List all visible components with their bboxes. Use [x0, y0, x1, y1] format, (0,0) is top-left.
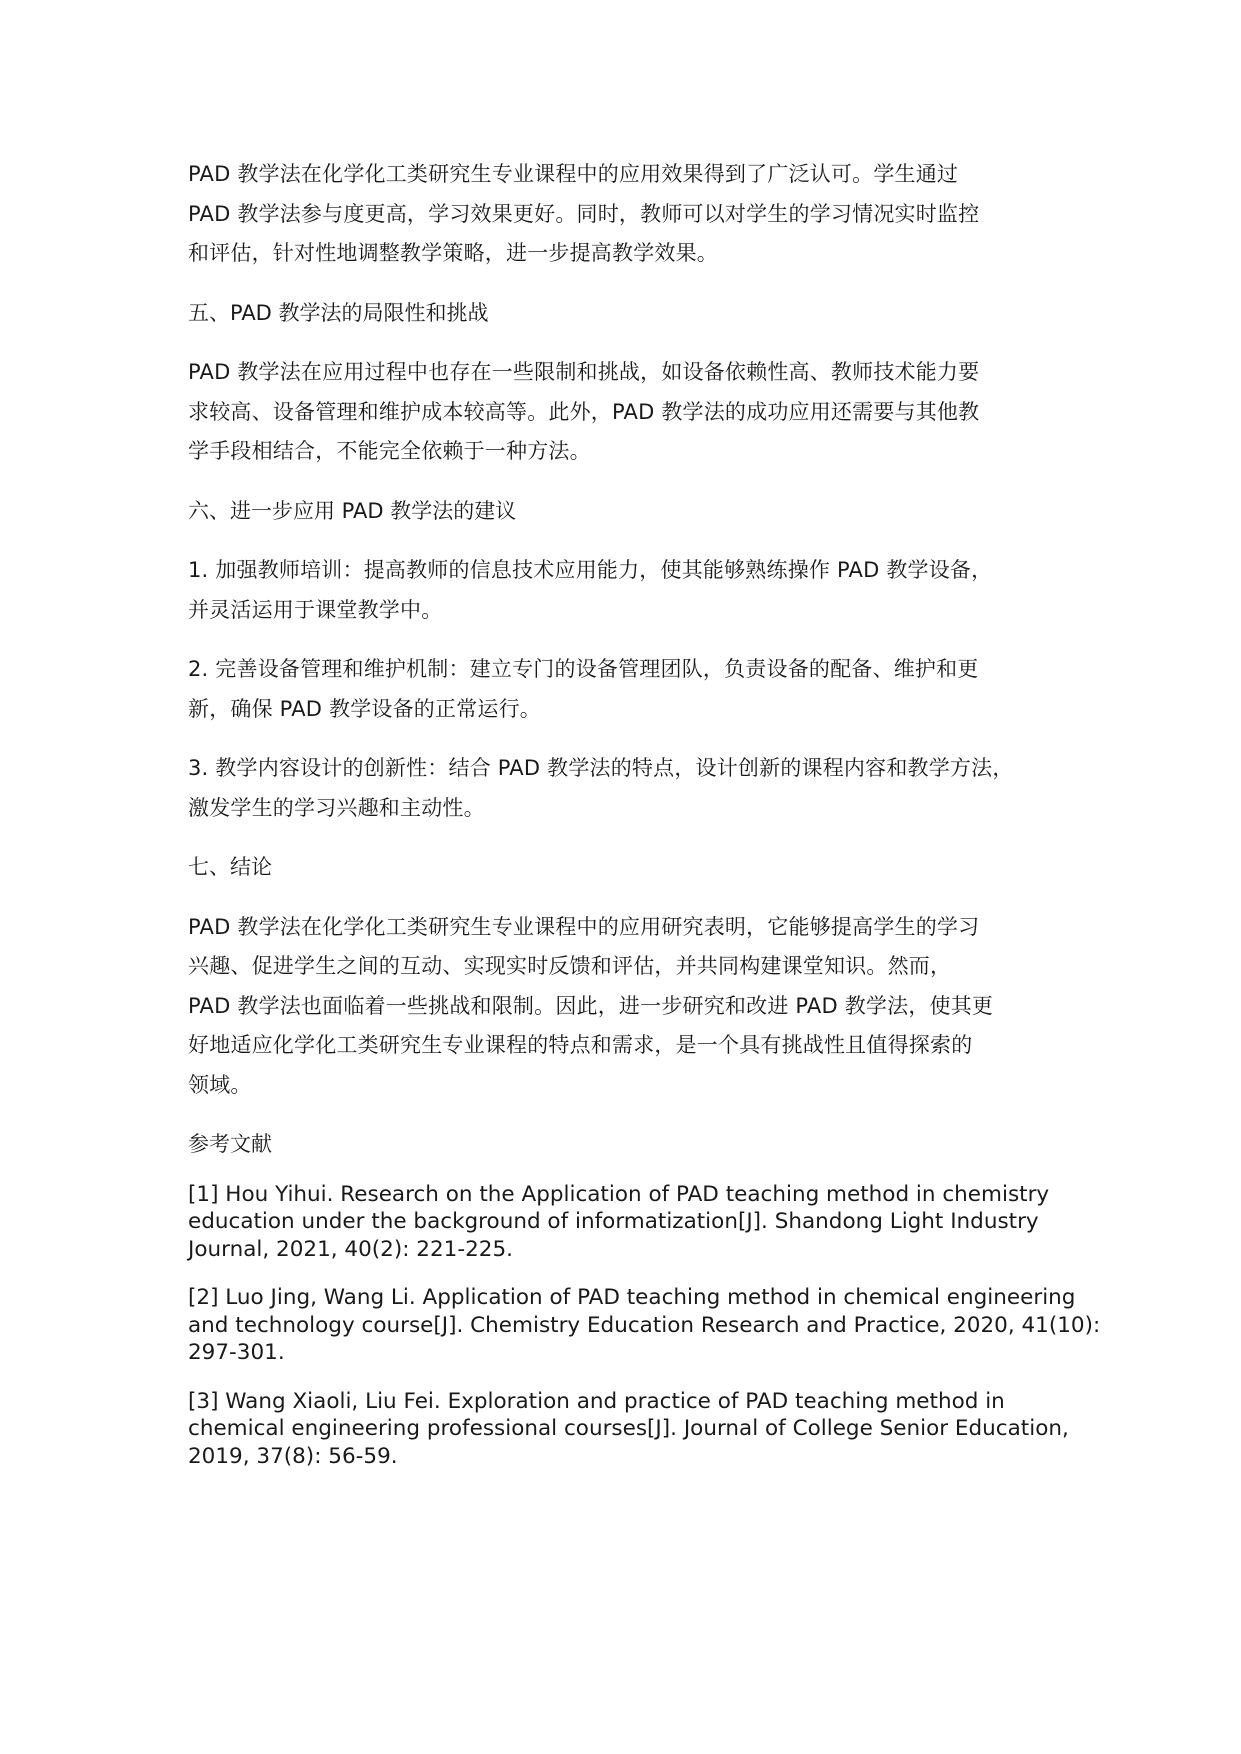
- text-line: 3. 教学内容设计的创新性：结合 PAD 教学法的特点，设计创新的课程内容和教学方法，: [188, 756, 1014, 780]
- text-line: education under the background of informatization[J]. Shandong Light Industry: [188, 1209, 1039, 1234]
- section-heading-suggestions: [188, 492, 1088, 532]
- text-line: [1] Hou Yihui. Research on the Application of PAD teaching method in chemistry: [188, 1181, 1050, 1207]
- section-heading-conclusion: [188, 848, 1088, 888]
- heading-text: 参考文献: [188, 1132, 272, 1156]
- suggestion-item-3: [188, 749, 1088, 828]
- text-line: 和评估，针对性地调整教学策略，进一步提高教学效果。: [188, 241, 718, 265]
- text-line: PAD 教学法在化学化工类研究生专业课程中的应用效果得到了广泛认可。学生通过: [188, 162, 959, 186]
- text-line: 激发学生的学习兴趣和主动性。: [188, 795, 485, 820]
- paragraph-application-effect: [188, 155, 1088, 274]
- text-line: 2. 完善设备管理和维护机制：建立专门的设备管理团队，负责设备的配备、维护和更: [188, 657, 979, 681]
- paragraph-conclusion: [188, 908, 1088, 1106]
- suggestion-item-1: [188, 551, 1088, 630]
- text-line: 领域。: [188, 1072, 252, 1097]
- section-heading-limitations: [188, 294, 1088, 334]
- text-line: chemical engineering professional courses[J]. Journal of College Senior Education,: [188, 1416, 1069, 1441]
- reference-item-3: [188, 1388, 1088, 1471]
- reference-item-2: [188, 1284, 1101, 1367]
- reference-item-1: [188, 1181, 1088, 1264]
- text-line: 兴趣、促进学生之间的互动、实现实时反馈和评估，并共同构建课堂知识。然而，: [188, 954, 952, 978]
- text-line: 1. 加强教师培训：提高教师的信息技术应用能力，使其能够熟练操作 PAD 教学设备，: [188, 558, 993, 582]
- text-line: 并灵活运用于课堂教学中。: [188, 597, 443, 622]
- paragraph-limitations: [188, 353, 1088, 472]
- references-heading: [188, 1125, 1088, 1165]
- text-line: [2] Luo Jing, Wang Li. Application of PAD teaching method in chemical engineering: [188, 1285, 1076, 1310]
- text-line: Journal, 2021, 40(2): 221-225.: [188, 1236, 513, 1262]
- text-line: 求较高、设备管理和维护成本较高等。此外，PAD 教学法的成功应用还需要与其他教: [188, 399, 980, 424]
- text-line: PAD 教学法在应用过程中也存在一些限制和挑战，如设备依赖性高、教师技术能力要: [188, 360, 980, 384]
- text-line: PAD 教学法参与度更高，学习效果更好。同时，教师可以对学生的学习情况实时监控: [188, 201, 980, 226]
- suggestion-item-2: [188, 650, 1088, 729]
- text-line: 学手段相结合，不能完全依赖于一种方法。: [188, 439, 591, 463]
- document-page: [188, 155, 1101, 1491]
- text-line: 好地适应化学化工类研究生专业课程的特点和需求，是一个具有挑战性且值得探索的: [188, 1033, 973, 1057]
- heading-text: 五、PAD 教学法的局限性和挑战: [188, 300, 489, 325]
- text-line: 新，确保 PAD 教学设备的正常运行。: [188, 696, 542, 721]
- text-line: and technology course[J]. Chemistry Education Research and Practice, 2020, 41(10):: [188, 1312, 1101, 1338]
- heading-text: 七、结论: [188, 855, 272, 879]
- heading-text: 六、进一步应用 PAD 教学法的建议: [188, 498, 517, 523]
- text-line: 2019, 37(8): 56-59.: [188, 1443, 398, 1469]
- text-line: [3] Wang Xiaoli, Liu Fei. Exploration and practice of PAD teaching method in: [188, 1388, 1005, 1414]
- text-line: PAD 教学法也面临着一些挑战和限制。因此，进一步研究和改进 PAD 教学法，使其更: [188, 993, 994, 1018]
- text-line: PAD 教学法在化学化工类研究生专业课程中的应用研究表明，它能够提高学生的学习: [188, 914, 980, 939]
- text-line: 297-301.: [188, 1340, 285, 1365]
